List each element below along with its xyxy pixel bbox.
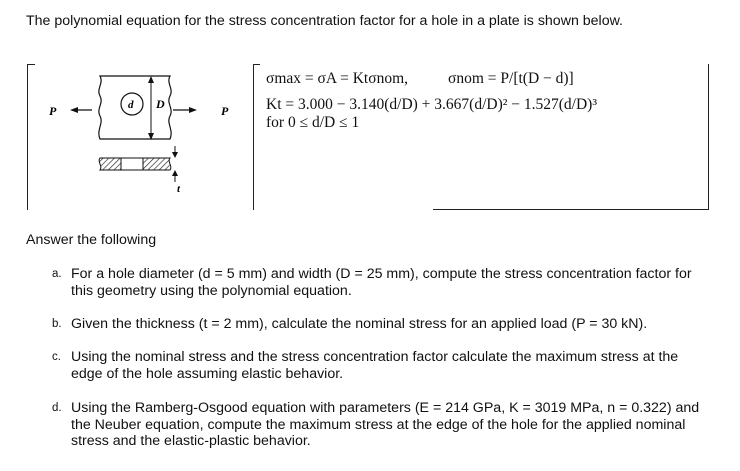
width-label: D <box>156 97 165 111</box>
formula-kt-polynomial: Kt = 3.000 − 3.140(d/D) + 3.667(d/D)² − 1.527(d/D)³ <box>266 96 597 113</box>
thickness-dimension <box>172 146 178 182</box>
width-dimension <box>148 76 154 140</box>
plate-cross-section <box>99 158 171 170</box>
right-load-arrow <box>173 107 197 113</box>
question-text: Given the thickness (t = 2 mm), calculate the nominal stress for an applied load (P = 30 kN). <box>71 316 648 332</box>
question-text: Using the nominal stress and the stress concentration factor calculate the maximum stress at the edge of the hole assuming elastic behavior. <box>71 349 679 382</box>
formula-range: for 0 ≤ d/D ≤ 1 <box>266 114 360 131</box>
plate-hole-diagram <box>27 64 244 210</box>
load-label-right: P <box>221 104 229 118</box>
load-label-left: P <box>49 104 57 118</box>
intro-text: The polynomial equation for the stress concentration factor for a hole in a plate is shown below. <box>26 13 624 29</box>
formula-nominal-stress: σnom = P/[t(D − d)] <box>448 70 574 87</box>
question-text: For a hole diameter (d = 5 mm) and width (D = 25 mm), compute the stress concentration factor for this geometry using the polynomial equation. <box>71 266 692 299</box>
thickness-label: t <box>177 183 181 195</box>
answer-heading: Answer the following <box>26 232 157 248</box>
formula-max-stress: σmax = σA = Ktσnom, <box>266 70 409 87</box>
question-label: a. <box>52 268 62 280</box>
question-label: c. <box>52 351 61 363</box>
hole-diameter-label: d <box>128 99 134 111</box>
question-label: d. <box>52 402 62 414</box>
question-label: b. <box>52 318 62 330</box>
left-load-arrow <box>70 107 92 113</box>
question-text: Using the Ramberg-Osgood equation with parameters (E = 214 GPa, K = 3019 MPa, n = 0.322) and the Neuber equation, compute the maximum stress at the edge of the hole for the applied nominal stress and the elastic-plastic behavior. <box>71 400 700 449</box>
